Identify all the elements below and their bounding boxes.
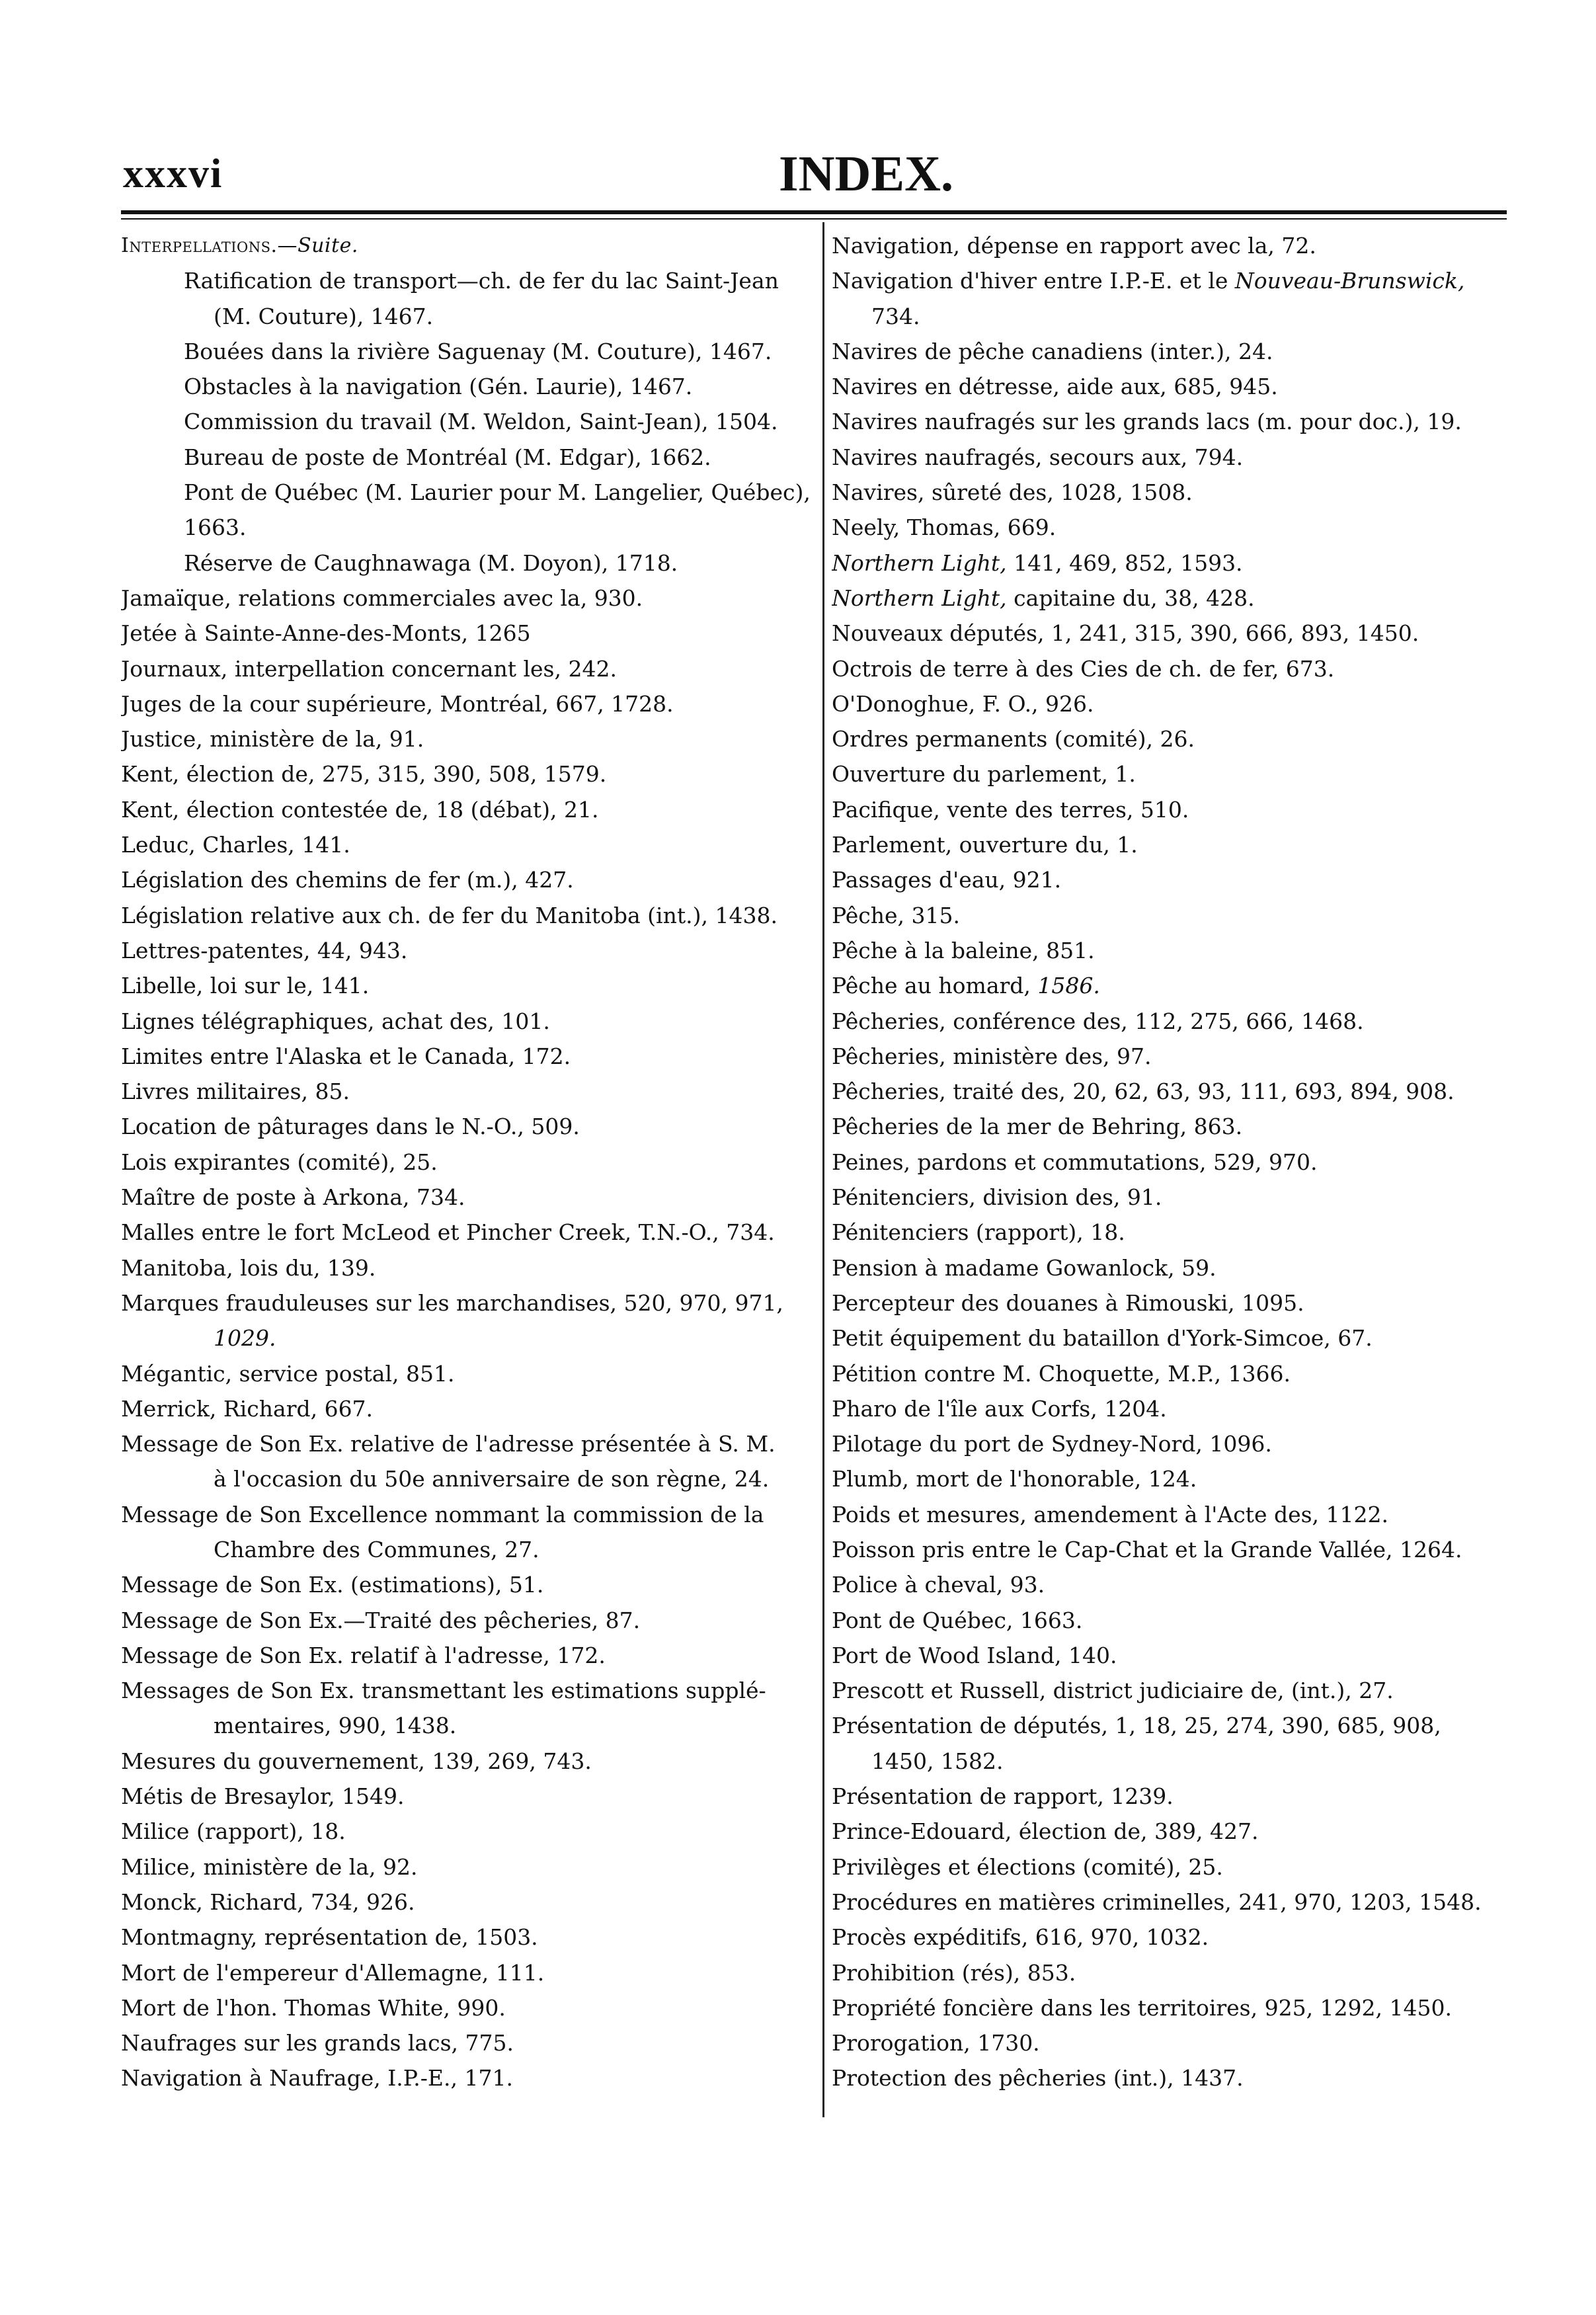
entry-text: Pharo de l'île aux Corfs, 1204.	[832, 1395, 1167, 1422]
entry-text: Mort de l'hon. Thomas White, 990.	[121, 1994, 506, 2021]
index-entry	[121, 1885, 814, 1920]
entry-text: Présentation de députés, 1, 18, 25, 274, 390, 685, 908,	[832, 1713, 1441, 1739]
entry-text: Procès expéditifs, 616, 970, 1032.	[832, 1924, 1209, 1951]
entry-text: Législation des chemins de fer (m.), 427.	[121, 867, 574, 893]
entry-text: Pont de Québec (M. Laurier pour M. Langelier, Québec),	[184, 479, 811, 506]
entry-text: Location de pâturages dans le N.-O., 509.	[121, 1114, 580, 1140]
entry-text: Monck, Richard, 734, 926.	[121, 1889, 415, 1915]
entry-text: Pacifique, vente des terres, 510.	[832, 796, 1189, 823]
entry-text: Navigation à Naufrage, I.P.-E., 171.	[121, 2065, 513, 2092]
entry-text: Protection des pêcheries (int.), 1437.	[832, 2065, 1244, 2092]
entry-text: 1663.	[184, 514, 247, 541]
entry-text: Bureau de poste de Montréal (M. Edgar), 1662.	[184, 444, 711, 470]
index-entry	[832, 933, 1499, 968]
entry-text: Pêcheries de la mer de Behring, 863.	[832, 1114, 1243, 1140]
index-entry	[121, 721, 814, 756]
index-entry	[832, 827, 1499, 862]
entry-text: Milice (rapport), 18.	[121, 1818, 346, 1845]
entry-text: O'Donoghue, F. O., 926.	[832, 690, 1094, 717]
index-column-left	[121, 228, 814, 2096]
entry-text: à l'occasion du 50e anniversaire de son règne, 24.	[214, 1466, 770, 1492]
entry-italic: Northern Light,	[832, 549, 1007, 576]
entry-text: Naufrages sur les grands lacs, 775.	[121, 2030, 514, 2056]
entry-text: Présentation de rapport, 1239.	[832, 1783, 1174, 1810]
entry-text: Kent, élection contestée de, 18 (débat), 21.	[121, 796, 599, 823]
page-title: INDEX.	[779, 146, 953, 202]
entry-text: Prohibition (rés), 853.	[832, 1959, 1076, 1986]
entry-text: 1029.	[214, 1325, 276, 1352]
entry-text: Mort de l'empereur d'Allemagne, 111.	[121, 1959, 545, 1986]
entry-text: Navigation, dépense en rapport avec la, 72.	[832, 233, 1316, 259]
index-entry	[121, 228, 814, 263]
index-entry	[832, 440, 1499, 475]
entry-text: Navigation d'hiver entre I.P.-E. et le	[832, 268, 1235, 294]
index-entry	[832, 1638, 1499, 1673]
index-entry	[121, 1744, 814, 1779]
entry-suite: Suite.	[298, 234, 358, 257]
entry-text: Malles entre le fort McLeod et Pincher Creek, T.N.-O., 734.	[121, 1219, 775, 1246]
entry-text: Ratification de transport—ch. de fer du lac Saint-Jean	[184, 268, 779, 294]
entry-text: Législation relative aux ch. de fer du Manitoba (int.), 1438.	[121, 902, 778, 928]
index-entry	[832, 1885, 1499, 1920]
entry-text: Livres militaires, 85.	[121, 1078, 350, 1105]
entry-text: Milice, ministère de la, 92.	[121, 1853, 418, 1880]
index-entry	[121, 862, 814, 897]
entry-text: Petit équipement du bataillon d'York-Simcoe, 67.	[832, 1325, 1373, 1352]
entry-text: Réserve de Caughnawaga (M. Doyon), 1718.	[184, 549, 678, 576]
index-entry	[832, 1955, 1499, 1990]
index-entry	[832, 862, 1499, 897]
entry-text: Prince-Edouard, élection de, 389, 427.	[832, 1818, 1259, 1845]
index-entry	[832, 1708, 1499, 1743]
index-entry	[121, 651, 814, 686]
entry-italic: 1586.	[1037, 973, 1100, 999]
index-entry	[121, 933, 814, 968]
index-entry	[832, 1744, 1499, 1779]
entry-text: Justice, ministère de la, 91.	[121, 726, 424, 752]
entry-text: Juges de la cour supérieure, Montréal, 667, 1728.	[121, 690, 674, 717]
entry-text: Leduc, Charles, 141.	[121, 832, 350, 858]
index-entry	[121, 686, 814, 721]
column-divider	[822, 222, 824, 2117]
entry-text: Prorogation, 1730.	[832, 2030, 1040, 2056]
entry-text: Pêche à la baleine, 851.	[832, 937, 1095, 963]
index-entry	[832, 546, 1499, 581]
index-entry	[121, 2025, 814, 2060]
entry-text: Nouveaux députés, 1, 241, 315, 390, 666, 893, 1450.	[832, 620, 1419, 647]
index-entry	[832, 2060, 1499, 2095]
index-entry	[832, 1603, 1499, 1638]
entry-text: Passages d'eau, 921.	[832, 867, 1062, 893]
entry-text: Merrick, Richard, 667.	[121, 1395, 374, 1422]
page-number: xxxvi	[123, 151, 223, 196]
entry-text: Marques frauduleuses sur les marchandises, 520, 970, 971,	[121, 1289, 783, 1316]
entry-text: Jetée à Sainte-Anne-des-Monts, 1265	[121, 620, 531, 647]
index-entry	[121, 440, 814, 475]
index-entry	[832, 1497, 1499, 1532]
index-entry	[832, 1145, 1499, 1180]
index-entry	[832, 651, 1499, 686]
entry-text: Message de Son Ex. relative de l'adresse présentée à S. M.	[121, 1431, 776, 1457]
index-entry	[832, 1250, 1499, 1285]
entry-text: Navires naufragés sur les grands lacs (m. pour doc.), 19.	[832, 409, 1462, 435]
entry-text: Pêche au homard,	[832, 973, 1038, 999]
index-entry	[832, 616, 1499, 651]
entry-text: Pêche, 315.	[832, 902, 960, 928]
entry-text: Pension à madame Gowanlock, 59.	[832, 1254, 1217, 1281]
index-entry	[121, 1567, 814, 1602]
entry-text: Lois expirantes (comité), 25.	[121, 1149, 438, 1175]
header-rule-thin	[121, 218, 1507, 220]
index-entry	[832, 334, 1499, 369]
index-entry	[832, 898, 1499, 933]
index-entry	[832, 1180, 1499, 1215]
entry-text: Pilotage du port de Sydney-Nord, 1096.	[832, 1431, 1272, 1457]
index-entry	[832, 1849, 1499, 1885]
index-entry	[832, 404, 1499, 439]
index-entry	[832, 1814, 1499, 1849]
index-entry	[832, 1356, 1499, 1391]
index-entry	[121, 1250, 814, 1285]
index-entry	[832, 968, 1499, 1003]
entry-text: capitaine du, 38, 428.	[1006, 585, 1255, 611]
index-entry	[832, 1532, 1499, 1567]
index-entry	[121, 1180, 814, 1215]
index-entry	[121, 1285, 814, 1320]
index-entry	[121, 1497, 814, 1532]
index-entry	[121, 1920, 814, 1955]
entry-text: Journaux, interpellation concernant les, 242.	[121, 655, 617, 682]
index-entry	[121, 1074, 814, 1109]
index-entry	[121, 968, 814, 1003]
index-entry	[832, 1990, 1499, 2025]
entry-text: Percepteur des douanes à Rimouski, 1095.	[832, 1289, 1304, 1316]
index-entry	[121, 792, 814, 827]
entry-text: Navires de pêche canadiens (inter.), 24.	[832, 338, 1273, 364]
entry-text: Pêcheries, conférence des, 112, 275, 666, 1468.	[832, 1008, 1364, 1034]
index-entry	[121, 1320, 814, 1356]
index-entry	[121, 1356, 814, 1391]
entry-text: Messages de Son Ex. transmettant les estimations supplé-	[121, 1678, 766, 1704]
index-entry	[121, 756, 814, 792]
entry-text: Ordres permanents (comité), 26.	[832, 726, 1195, 752]
entry-text: Jamaïque, relations commerciales avec la, 930.	[121, 585, 643, 611]
index-entry	[121, 1603, 814, 1638]
index-entry	[121, 827, 814, 862]
entry-text: Chambre des Communes, 27.	[214, 1536, 539, 1563]
entry-text: Poisson pris entre le Cap-Chat et la Grande Vallée, 1264.	[832, 1536, 1462, 1563]
entry-text: Lettres-patentes, 44, 943.	[121, 937, 408, 963]
index-entry	[832, 686, 1499, 721]
entry-text: Propriété foncière dans les territoires, 925, 1292, 1450.	[832, 1994, 1452, 2021]
index-entry	[121, 1708, 814, 1743]
index-entry	[832, 581, 1499, 616]
index-entry	[832, 721, 1499, 756]
index-entry	[832, 792, 1499, 827]
index-entry	[121, 1779, 814, 1814]
entry-italic: Nouveau-Brunswick,	[1234, 268, 1465, 294]
index-entry	[121, 1673, 814, 1708]
index-entry	[121, 263, 814, 298]
index-entry	[121, 510, 814, 545]
index-entry	[121, 1814, 814, 1849]
index-entry	[832, 1920, 1499, 1955]
index-entry	[121, 898, 814, 933]
index-entry	[832, 1567, 1499, 1602]
entry-text: Lignes télégraphiques, achat des, 101.	[121, 1008, 550, 1034]
entry-text: Libelle, loi sur le, 141.	[121, 973, 370, 999]
index-entry	[832, 1285, 1499, 1320]
index-entry	[121, 1039, 814, 1074]
index-entry	[832, 1426, 1499, 1461]
index-entry	[121, 1145, 814, 1180]
entry-text: Pénitenciers, division des, 91.	[832, 1184, 1162, 1211]
entry-text: Parlement, ouverture du, 1.	[832, 832, 1138, 858]
index-entry	[121, 1426, 814, 1461]
index-entry	[121, 616, 814, 651]
entry-text: Navires en détresse, aide aux, 685, 945.	[832, 374, 1278, 400]
entry-italic: Northern Light,	[832, 585, 1007, 611]
entry-text: Commission du travail (M. Weldon, Saint-Jean), 1504.	[184, 409, 778, 435]
entry-text: Privilèges et élections (comité), 25.	[832, 1853, 1223, 1880]
entry-text: Plumb, mort de l'honorable, 124.	[832, 1466, 1197, 1492]
entry-text: Police à cheval, 93.	[832, 1572, 1045, 1598]
entry-text: (M. Couture), 1467.	[214, 303, 434, 329]
index-entry	[832, 1320, 1499, 1356]
header-rule-thick	[121, 210, 1507, 214]
index-entry	[121, 369, 814, 404]
entry-text: Poids et mesures, amendement à l'Acte des, 1122.	[832, 1501, 1388, 1527]
index-entry	[121, 334, 814, 369]
entry-text: Maître de poste à Arkona, 734.	[121, 1184, 465, 1211]
entry-text: Navires naufragés, secours aux, 794.	[832, 444, 1244, 470]
entry-text: Mégantic, service postal, 851.	[121, 1360, 455, 1387]
entry-text: Pétition contre M. Choquette, M.P., 1366.	[832, 1360, 1291, 1387]
entry-text: Pénitenciers (rapport), 18.	[832, 1219, 1125, 1246]
index-entry	[121, 1849, 814, 1885]
index-entry	[121, 1004, 814, 1039]
index-entry	[832, 1391, 1499, 1426]
index-entry	[121, 1990, 814, 2025]
entry-text: Port de Wood Island, 140.	[832, 1642, 1117, 1668]
entry-text: Message de Son Ex.—Traité des pêcheries, 87.	[121, 1607, 641, 1633]
entry-text: Obstacles à la navigation (Gén. Laurie), 1467.	[184, 374, 693, 400]
index-entry	[832, 1673, 1499, 1708]
entry-text: Message de Son Excellence nommant la commission de la	[121, 1501, 764, 1527]
index-entry	[832, 369, 1499, 404]
entry-text: 141, 469, 852, 1593.	[1006, 549, 1243, 576]
entry-text: 1450, 1582.	[871, 1748, 1004, 1774]
entry-text: Bouées dans la rivière Saguenay (M. Couture), 1467.	[184, 338, 772, 364]
index-entry	[832, 1004, 1499, 1039]
index-entry	[121, 299, 814, 334]
index-entry	[121, 1955, 814, 1990]
index-entry	[121, 1215, 814, 1250]
entry-text: Message de Son Ex. (estimations), 51.	[121, 1572, 544, 1598]
entry-text: Manitoba, lois du, 139.	[121, 1254, 376, 1281]
index-entry	[832, 475, 1499, 510]
entry-text: Procédures en matières criminelles, 241, 970, 1203, 1548.	[832, 1889, 1482, 1915]
index-entry	[832, 1109, 1499, 1144]
entry-text: Montmagny, représentation de, 1503.	[121, 1924, 538, 1951]
index-entry	[121, 581, 814, 616]
entry-text: Limites entre l'Alaska et le Canada, 172.	[121, 1043, 571, 1069]
entry-text: Octrois de terre à des Cies de ch. de fer, 673.	[832, 655, 1335, 682]
entry-text: Navires, sûreté des, 1028, 1508.	[832, 479, 1193, 506]
index-entry	[121, 1461, 814, 1496]
entry-text: Interpellations.—	[121, 234, 298, 257]
index-entry	[832, 1039, 1499, 1074]
entry-text: 734.	[871, 303, 920, 329]
index-entry	[832, 1461, 1499, 1496]
index-entry	[832, 510, 1499, 545]
index-entry	[832, 756, 1499, 792]
index-entry	[121, 1109, 814, 1144]
entry-text: Kent, élection de, 275, 315, 390, 508, 1579.	[121, 761, 607, 788]
index-entry	[832, 1215, 1499, 1250]
index-entry	[121, 1638, 814, 1673]
entry-text: Neely, Thomas, 669.	[832, 514, 1057, 541]
entry-text: Prescott et Russell, district judiciaire de, (int.), 27.	[832, 1678, 1394, 1704]
index-entry	[832, 299, 1499, 334]
index-entry	[832, 1074, 1499, 1109]
entry-text: Pont de Québec, 1663.	[832, 1607, 1083, 1633]
entry-text: Peines, pardons et commutations, 529, 970.	[832, 1149, 1318, 1175]
index-entry	[121, 475, 814, 510]
index-entry	[121, 404, 814, 439]
index-entry	[832, 228, 1499, 263]
entry-text: Pêcheries, traité des, 20, 62, 63, 93, 111, 693, 894, 908.	[832, 1078, 1455, 1105]
index-entry	[121, 1532, 814, 1567]
index-entry	[832, 263, 1499, 298]
entry-text: Pêcheries, ministère des, 97.	[832, 1043, 1152, 1069]
entry-text: Message de Son Ex. relatif à l'adresse, 172.	[121, 1642, 606, 1668]
entry-text: Métis de Bresaylor, 1549.	[121, 1783, 405, 1810]
entry-text: mentaires, 990, 1438.	[214, 1713, 457, 1739]
entry-text: Ouverture du parlement, 1.	[832, 761, 1136, 788]
index-entry	[121, 546, 814, 581]
index-entry	[832, 1779, 1499, 1814]
index-entry	[832, 2025, 1499, 2060]
index-entry	[121, 1391, 814, 1426]
entry-text: Mesures du gouvernement, 139, 269, 743.	[121, 1748, 592, 1774]
index-column-right	[832, 228, 1499, 2096]
index-entry	[121, 2060, 814, 2095]
